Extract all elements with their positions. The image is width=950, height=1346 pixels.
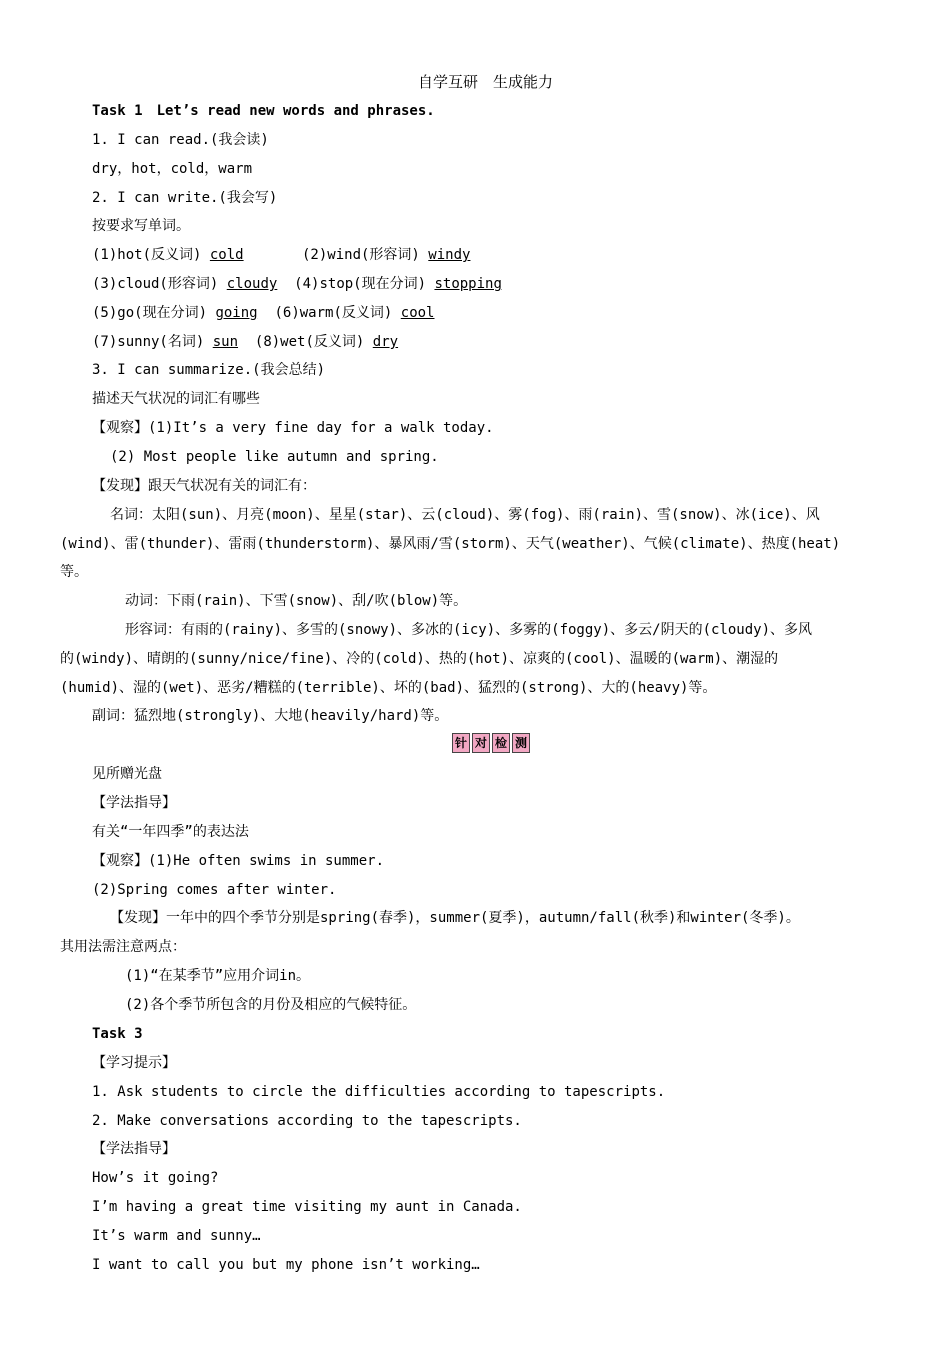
- study-guide-heading: 【学法指导】: [92, 795, 176, 811]
- sentence-4: I want to call you but my phone isn’t working…: [92, 1257, 480, 1273]
- study-tip-heading: 【学习提示】: [92, 1055, 176, 1071]
- question-5: (5)go(现在分词): [92, 305, 208, 321]
- question-7: (7)sunny(名词): [92, 334, 205, 350]
- adverbs-line: 副词：猛烈地(strongly)、大地(heavily/hard)等。: [92, 708, 449, 724]
- observe-2: (2) Most people like autumn and spring.: [110, 449, 439, 465]
- exercise-row-2: [92, 274, 502, 294]
- question-8: (8)wet(反义词): [254, 334, 365, 350]
- adjectives-line-3: (humid)、湿的(wet)、恶劣/糟糕的(terrible)、坏的(bad)、猛烈的(strong)、大的(heavy)等。: [60, 680, 717, 696]
- seasons-point-1: (1)“在某季节”应用介词in。: [125, 968, 311, 984]
- seasons-discover-2: 其用法需注意两点：: [60, 939, 186, 955]
- write-instruction: 按要求写单词。: [92, 218, 190, 234]
- i-can-summarize: 3. I can summarize.(我会总结): [92, 362, 326, 378]
- tip-2: 2. Make conversations according to the tapescripts.: [92, 1113, 522, 1129]
- seasons-observe-2: (2)Spring comes after winter.: [92, 882, 337, 898]
- answer-3: cloudy: [226, 276, 278, 292]
- seasons-topic: 有关“一年四季”的表达法: [92, 824, 249, 840]
- seasons-observe-1: 【观察】(1)He often swims in summer.: [92, 853, 385, 869]
- summarize-question: 描述天气状况的词汇有哪些: [92, 391, 260, 407]
- exercise-row-3: [92, 303, 434, 323]
- seasons-point-2: (2)各个季节所包含的月份及相应的气候特征。: [125, 997, 417, 1013]
- page-title: 自学互研 生成能力: [418, 73, 554, 91]
- adjectives-line-2: 的(windy)、晴朗的(sunny/nice/fine)、冷的(cold)、热的(hot)、凉爽的(cool)、温暖的(warm)、潮湿的: [60, 651, 779, 667]
- task1-heading: Task 1 Let’s read new words and phrases.: [92, 103, 435, 119]
- targeted-test-badge: [452, 733, 530, 753]
- observe-1: 【观察】(1)It’s a very fine day for a walk today.: [92, 420, 494, 436]
- answer-4: stopping: [434, 276, 502, 292]
- nouns-line-3: 等。: [60, 564, 88, 580]
- answer-7: sun: [212, 334, 239, 350]
- answer-6: cool: [400, 305, 435, 321]
- discover-heading: 【发现】跟天气状况有关的词汇有：: [92, 478, 316, 494]
- answer-2: windy: [428, 247, 471, 263]
- nouns-line-2: (wind)、雷(thunder)、雷雨(thunderstorm)、暴风雨/雪(storm)、天气(weather)、气候(climate)、热度(heat): [60, 536, 841, 552]
- badge-char-3: 检: [492, 733, 510, 753]
- task3-heading: Task 3: [92, 1026, 143, 1042]
- badge-char-4: 测: [512, 733, 530, 753]
- answer-8: dry: [372, 334, 399, 350]
- exercise-row-1b: [302, 245, 470, 265]
- badge-char-2: 对: [472, 733, 490, 753]
- question-2: (2)wind(形容词): [302, 247, 420, 263]
- adjectives-line-1: 形容词：有雨的(rainy)、多雪的(snowy)、多冰的(icy)、多雾的(foggy)、多云/阴天的(cloudy)、多风: [125, 622, 813, 638]
- question-3: (3)cloud(形容词): [92, 276, 219, 292]
- answer-1: cold: [209, 247, 244, 263]
- exercise-row-4: [92, 332, 398, 352]
- exercise-row-1: [92, 245, 244, 265]
- read-words: dry，hot，cold，warm: [92, 161, 253, 177]
- sentence-3: It’s warm and sunny…: [92, 1228, 261, 1244]
- question-4: (4)stop(现在分词): [294, 276, 427, 292]
- nouns-line-1: 名词：太阳(sun)、月亮(moon)、星星(star)、云(cloud)、雾(fog)、雨(rain)、雪(snow)、冰(ice)、风: [110, 507, 820, 523]
- badge-char-1: 针: [452, 733, 470, 753]
- tip-1: 1. Ask students to circle the difficulties according to tapescripts.: [92, 1084, 666, 1100]
- task3-guide-heading: 【学法指导】: [92, 1141, 176, 1157]
- verbs-line: 动词：下雨(rain)、下雪(snow)、刮/吹(blow)等。: [125, 593, 468, 609]
- sentence-1: How’s it going?: [92, 1170, 219, 1186]
- i-can-read: 1. I can read.(我会读): [92, 132, 269, 148]
- question-1: (1)hot(反义词): [92, 247, 202, 263]
- sentence-2: I’m having a great time visiting my aunt in Canada.: [92, 1199, 522, 1215]
- question-6: (6)warm(反义词): [274, 305, 393, 321]
- i-can-write: 2. I can write.(我会写): [92, 190, 278, 206]
- answer-5: going: [215, 305, 258, 321]
- seasons-discover-1: 【发现】一年中的四个季节分别是spring(春季)，summer(夏季)，autumn/fall(秋季)和winter(冬季)。: [110, 910, 800, 926]
- see-cd: 见所赠光盘: [92, 766, 162, 782]
